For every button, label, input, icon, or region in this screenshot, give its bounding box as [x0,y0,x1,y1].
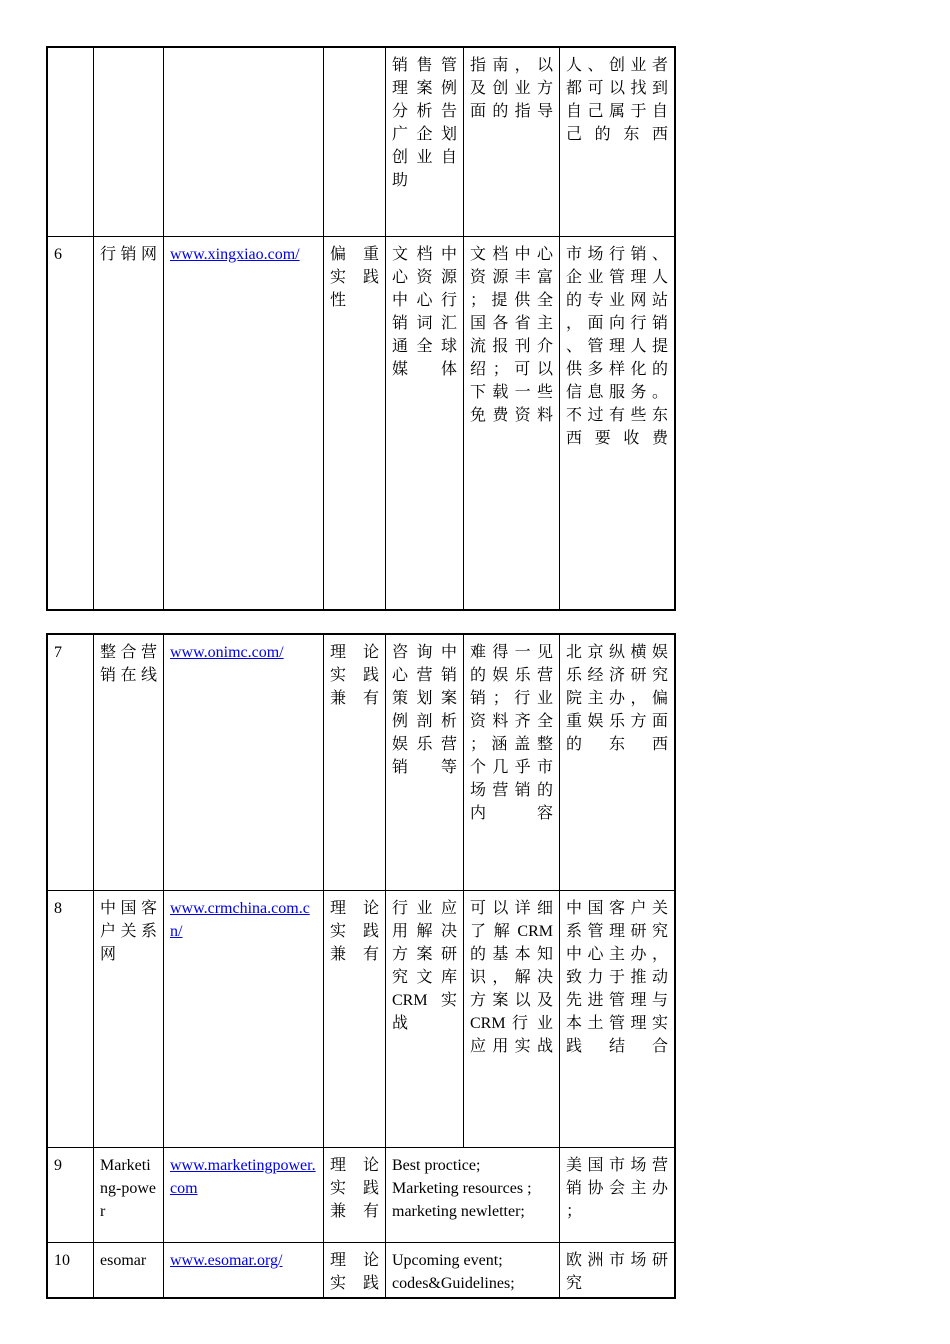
content-line: Best proctice; [392,1157,481,1174]
site-name: esomar [94,1243,164,1297]
site-url [164,1148,324,1243]
features: 可 以 详 细 了 解 CRM 的 基 本 知 识 ， 解 决 方 案 以 及 CRM 行 业 应 用 实 战 [464,891,560,1148]
site-link[interactable]: www.esomar.org/ [170,1252,283,1269]
content-line: codes&Guidelines; [392,1275,515,1292]
row-number: 6 [48,237,94,609]
notes: 美 国 市 场 营 销 协 会 主 办 ； [560,1148,674,1243]
content-line: marketing newletter; [392,1203,525,1220]
site-url [164,1243,324,1297]
site-link[interactable]: www.onimc.com/ [170,644,284,661]
site-type: 理 论 实 践 兼 有 [324,891,386,1148]
site-type: 理 论 实 践 [324,1243,386,1297]
features: 文 档 中 心 资 源 丰 富 ； 提 供 全 国 各 省 主 流 报 刊 介 绍 ； 可 以 下 载 一 些 免 费 资 料 [464,237,560,609]
notes: 市 场 行 销 、 企 业 管 理 人 的 专 业 网 站 ， 面 向 行 销 、 管 理 人 提 供 多 样 化 的 信 息 服 务 。 不 过 有 些 东 西 要 收 费 [566,246,668,447]
main-content: 销 售 管 理 案 例 分 析 告 广 企 划 创 业 自 助 [386,48,464,237]
notes: 北 京 纵 横 娱 乐 经 济 研 究 院 主 办 ， 偏 重 娱 乐 方 面 的 东 西 [560,635,674,891]
notes: 中 国 客 户 关 系 管 理 研 究 中 心 主 办 ， 致 力 于 推 动 先 进 管 理 与 本 土 管 理 实 践 结 合 [560,891,674,1148]
site-type [324,48,386,237]
row-number: 10 [48,1243,94,1297]
table-row [48,1243,674,1297]
content-line: Upcoming event; [392,1252,503,1269]
features: 难 得 一 见 的 娱 乐 营 销 ； 行 业 资 料 齐 全 ； 涵 盖 整 个 几 乎 市 场 营 销 的 内 容 [464,635,560,891]
site-name: 整 合 营 销 在 线 [94,635,164,891]
site-url [164,48,324,237]
row-number: 7 [48,635,94,891]
table-row [48,48,674,237]
notes: 人 、 创 业 者 都 可 以 找 到 自 己 属 于 自 己 的 东 西 [560,48,674,237]
site-type: 偏 重 实 践 性 [324,237,386,609]
row-number: 9 [48,1148,94,1243]
table-row [48,891,674,1148]
site-url [164,891,324,1148]
site-link[interactable]: www.xingxiao.com/ [170,246,300,263]
site-link[interactable]: www.crmchina.com.cn/ [170,900,310,940]
site-type: 理 论 实 践 兼 有 [324,1148,386,1243]
site-name: 中 国 客 户 关 系 网 [94,891,164,1148]
table-row [48,635,674,891]
site-url [164,635,324,891]
site-name [94,48,164,237]
main-content: 咨 询 中 心 营 销 策 划 案 例 剖 析 娱 乐 营 销 等 [386,635,464,891]
content-and-features [386,1243,560,1297]
table-row [48,1148,674,1243]
row-number [48,48,94,237]
sites-table-part-2 [46,633,676,1299]
features: 指 南 ， 以 及 创 业 方 面 的 指 导 [464,48,560,237]
sites-table-part-1 [46,46,676,611]
row-number: 8 [48,891,94,1148]
main-content: 文 档 中 心 资 源 中 心 行 销 词 汇 通 全 球 媒 体 [386,237,464,609]
notes: 欧 洲 市 场 研 究 [566,1252,668,1292]
site-type: 理 论 实 践 兼 有 [324,635,386,891]
content-and-features [386,1148,560,1243]
content-line: Marketing resources ; [392,1180,532,1197]
main-content: 行 业 应 用 解 决 方 案 研 究 文 库 CRM 实 战 [386,891,464,1148]
site-link[interactable]: www.marketingpower.com [170,1157,316,1197]
site-name: 行 销 网 [94,237,164,609]
site-url [164,237,324,609]
table-row [48,237,674,609]
site-name: Marketing-power [94,1148,164,1243]
